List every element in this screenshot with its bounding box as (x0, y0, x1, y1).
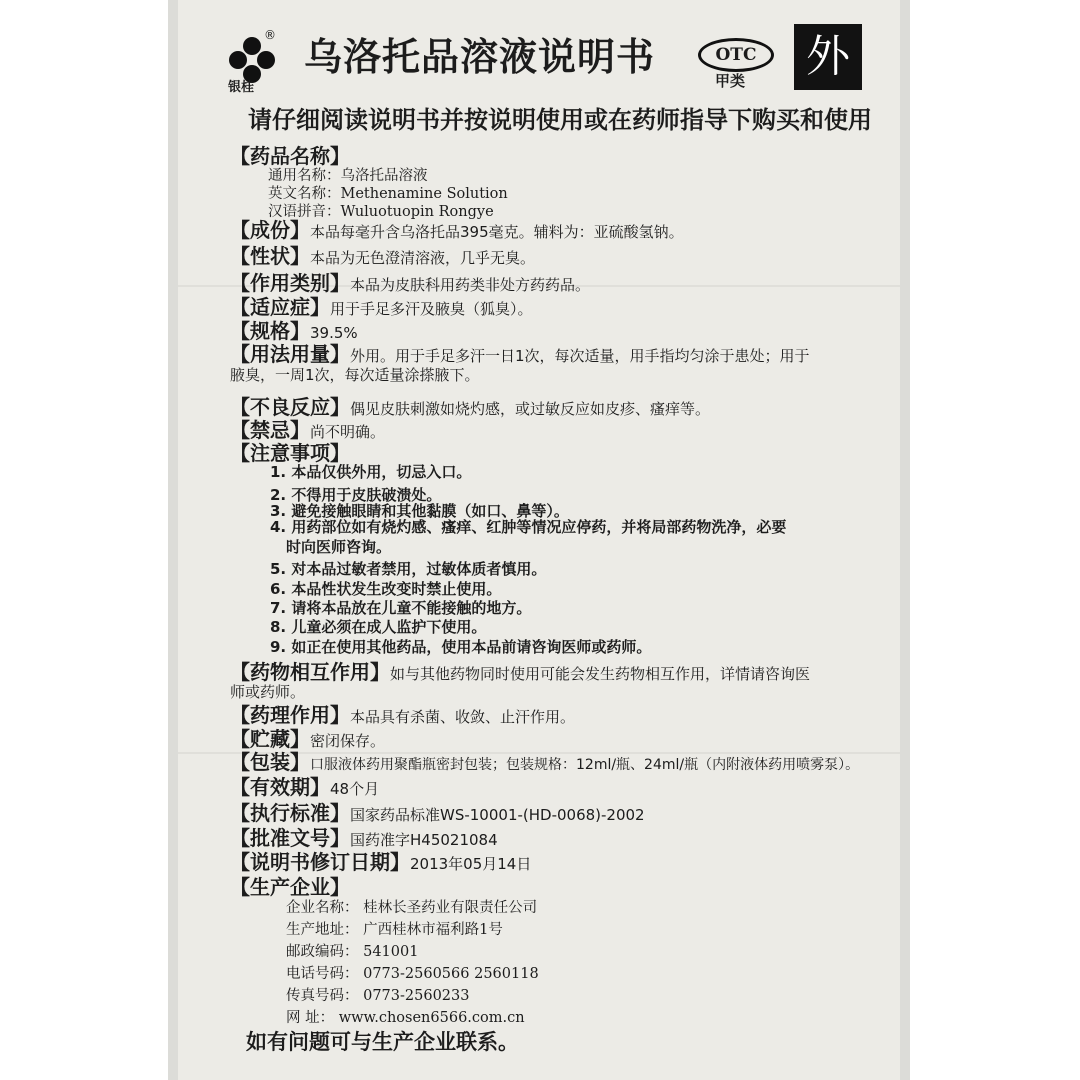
section-label: 【药物相互作用】 (230, 660, 390, 684)
section-text: 2013年05月14日 (410, 855, 532, 873)
section-label: 【注意事项】 (230, 441, 350, 465)
section-label: 【有效期】 (230, 775, 330, 799)
section-label: 【作用类别】 (230, 271, 350, 295)
section-dosage (230, 338, 810, 367)
manufacturer-address: 生产地址： 广西桂林市福利路1号 (286, 922, 503, 938)
external-use-mark: 外 (794, 24, 862, 90)
section-text: 国药准字H45021084 (350, 831, 498, 849)
usage-warning: 请仔细阅读说明书并按说明使用或在药师指导下购买和使用 (248, 106, 872, 134)
section-label: 【规格】 (230, 319, 310, 343)
section-text: 本品为无色澄清溶液，几乎无臭。 (310, 249, 536, 267)
pinyin-name: 汉语拼音：Wuluotuopin Rongye (268, 204, 494, 220)
english-name: 英文名称：Methenamine Solution (268, 186, 508, 202)
generic-name: 通用名称：乌洛托品溶液 (268, 168, 428, 184)
section-text: 39.5% (310, 324, 358, 342)
precaution-item: 2. 不得用于皮肤破溃处。 (270, 486, 442, 504)
precaution-item: 8. 儿童必须在成人监护下使用。 (270, 618, 487, 636)
precaution-item: 7. 请将本品放在儿童不能接触的地方。 (270, 599, 532, 617)
precaution-item: 3. 避免接触眼睛和其他黏膜（如口、鼻等）。 (270, 502, 569, 520)
leaflet-paper (178, 0, 900, 1080)
section-text: 偶见皮肤刺激如烧灼感，或过敏反应如皮疹、瘙痒等。 (350, 400, 711, 418)
section-text: 用于手足多汗及腋臭（狐臭）。 (330, 300, 533, 318)
precaution-item: 4. 用药部位如有烧灼感、瘙痒、红肿等情况应停药，并将局部药物洗净，必要 (270, 518, 787, 536)
section-label: 【药理作用】 (230, 703, 350, 727)
section-label: 【用法用量】 (230, 342, 350, 366)
section-label: 【执行标准】 (230, 801, 350, 825)
manufacturer-company: 企业名称： 桂林长圣药业有限责任公司 (286, 900, 538, 916)
section-label: 【批准文号】 (230, 826, 350, 850)
section-label: 【包装】 (230, 750, 310, 774)
section-label: 【贮藏】 (230, 727, 310, 751)
section-text: 口服液体药用聚酯瓶密封包装；包装规格：12ml/瓶、24ml/瓶（内附液体药用喷雾泵）。 (310, 757, 860, 773)
interaction-continued: 师或药师。 (230, 683, 306, 701)
section-label: 【生产企业】 (230, 875, 350, 899)
precaution-item-continued: 时向医师咨询。 (286, 538, 392, 556)
section-text: 外用。用于手足多汗一日1次，每次适量，用手指均匀涂于患处；用于 (350, 347, 810, 365)
background-strip-right (900, 0, 910, 1080)
section-label: 【禁忌】 (230, 418, 310, 442)
precaution-item: 1. 本品仅供外用，切忌入口。 (270, 463, 472, 481)
manufacturer-fax: 传真号码： 0773-2560233 (286, 988, 470, 1004)
section-label: 【不良反应】 (230, 395, 350, 419)
section-text: 本品每毫升含乌洛托品395毫克。辅料为：亚硫酸氢钠。 (310, 223, 684, 241)
manufacturer-phone: 电话号码： 0773-2560566 2560118 (286, 966, 539, 982)
section-text: 密闭保存。 (310, 732, 386, 750)
section-label: 【说明书修订日期】 (230, 850, 410, 874)
section-text: 本品具有杀菌、收敛、止汗作用。 (350, 708, 576, 726)
section-interaction (230, 656, 810, 685)
section-validity (230, 771, 379, 800)
section-text: 48个月 (330, 780, 380, 798)
otc-badge: OTC (698, 38, 774, 72)
section-text: 国家药品标准WS-10001-(HD-0068)-2002 (350, 806, 645, 824)
section-label: 【性状】 (230, 244, 310, 268)
section-label: 【成份】 (230, 218, 310, 242)
section-label: 【适应症】 (230, 295, 330, 319)
precaution-item: 5. 对本品过敏者禁用，过敏体质者慎用。 (270, 560, 547, 578)
section-text: 尚不明确。 (310, 423, 386, 441)
dosage-continued: 腋臭，一周1次，每次适量涂搽腋下。 (230, 366, 480, 384)
document-title: 乌洛托品溶液说明书 (304, 35, 656, 79)
section-appearance (230, 240, 535, 269)
otc-class: 甲类 (715, 72, 746, 90)
precaution-item: 9. 如正在使用其他药品，使用本品前请咨询医师或药师。 (270, 638, 652, 656)
contact-notice: 如有问题可与生产企业联系。 (246, 1030, 519, 1054)
section-text: 本品为皮肤科用药类非处方药药品。 (350, 276, 591, 294)
section-text: 如与其他药物同时使用可能会发生药物相互作用，详情请咨询医 (390, 665, 811, 683)
manufacturer-postcode: 邮政编码： 541001 (286, 944, 419, 960)
background-strip-left (168, 0, 178, 1080)
registered-mark: ® (264, 28, 276, 42)
section-label: 【药品名称】 (230, 144, 350, 168)
brand-name: 银桂 (228, 80, 255, 95)
precaution-item: 6. 本品性状发生改变时禁止使用。 (270, 580, 502, 598)
manufacturer-website: 网 址： www.chosen6566.com.cn (286, 1010, 525, 1026)
section-composition (230, 214, 684, 243)
